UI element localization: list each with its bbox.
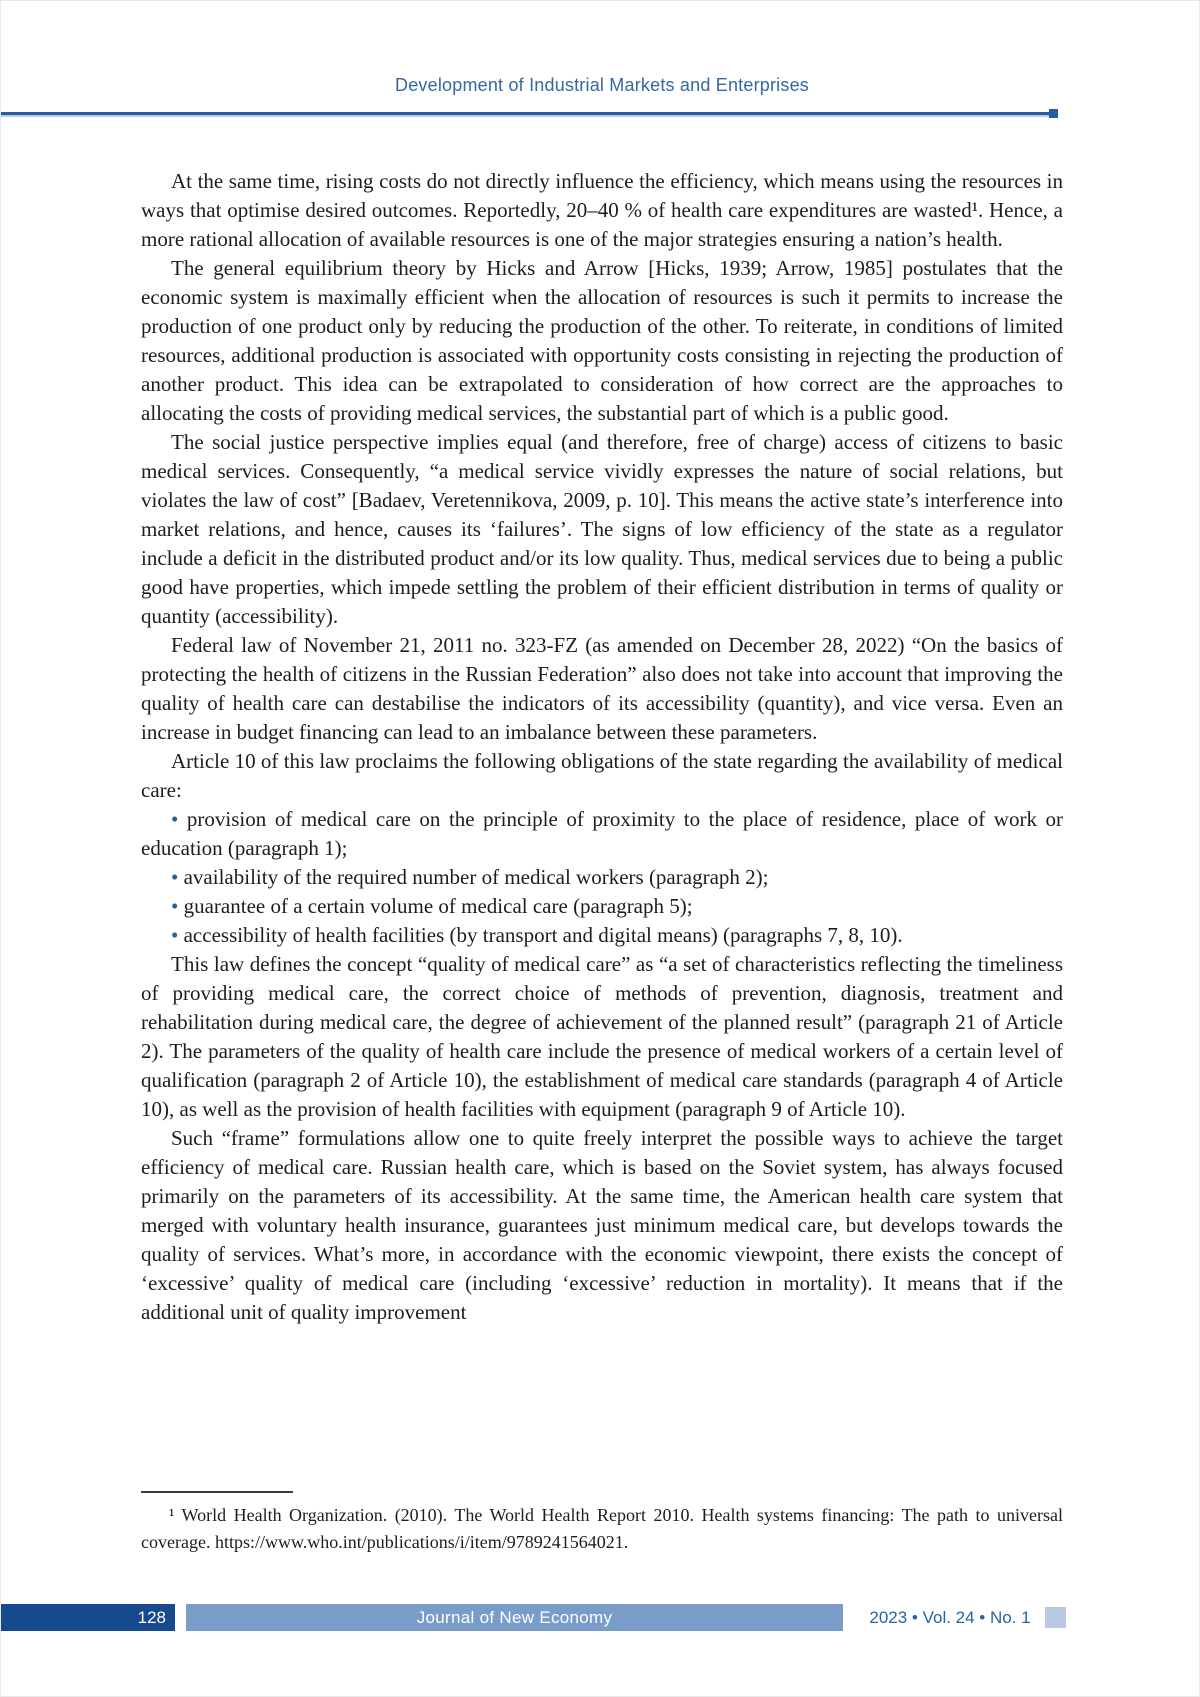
article-body: [141, 167, 1063, 1491]
bullet-dot-icon: •: [171, 923, 184, 947]
paragraph: Such “frame” formulations allow one to quite freely interpret the possible ways to achieve the target efficiency of medical care. Russian health care, which is based on the Soviet system, has always focused primarily on the parameters of its accessibility. At the same time, the American health care system that merged with voluntary health insurance, guarantees just minimum medical care, but develops towards the quality of services. What’s more, in accordance with the economic viewpoint, there exists the concept of ‘excessive’ quality of medical care (including ‘excessive’ reduction in mortality). It means that if the additional unit of quality improvement: [141, 1126, 1063, 1324]
journal-name-bar: [186, 1604, 843, 1631]
header-rule-end-square: [1049, 109, 1058, 118]
paragraph: Article 10 of this law proclaims the following obligations of the state regarding the availability of medical care:: [141, 749, 1063, 802]
issue-info: 2023 • Vol. 24 • No. 1: [869, 1607, 1031, 1627]
page-footer: [1, 1604, 1200, 1631]
footnote-separator-rule: [141, 1491, 293, 1493]
paragraph: The general equilibrium theory by Hicks and Arrow [Hicks, 1939; Arrow, 1985] postulates that the economic system is maximally efficient when the allocation of resources is such it permits to increase the production of one product only by reducing the production of the other. To reiterate, in conditions of limited resources, additional production is associated with opportunity costs consisting in rejecting the production of another product. This idea can be extrapolated to consideration of how correct are the approaches to allocating the costs of providing medical services, the substantial part of which is a public good.: [141, 256, 1063, 425]
paragraph: At the same time, rising costs do not directly influence the efficiency, which means using the resources in ways that optimise desired outcomes. Reportedly, 20–40 % of health care expenditures are wasted¹. Hence, a more rational allocation of available resources is one of the major strategies ensuring a nation’s health.: [141, 169, 1063, 251]
bullet-dot-icon: •: [171, 894, 184, 918]
running-head-title: Development of Industrial Markets and Enterprises: [395, 75, 809, 95]
page-number-badge: [1, 1604, 175, 1631]
bullet-item: • provision of medical care on the principle of proximity to the place of residence, place of work or education (paragraph 1);: [141, 807, 1063, 860]
bullet-dot-icon: •: [171, 807, 187, 831]
footnote-text: ¹ World Health Organization. (2010). The World Health Report 2010. Health systems financing: The path to universal coverage. https://www.who.int/publications/i/item/9789241564021.: [141, 1505, 1063, 1552]
bullet-dot-icon: •: [171, 865, 184, 889]
header-rule: [1, 112, 1055, 115]
journal-name: Journal of New Economy: [416, 1607, 613, 1627]
footer-end-square: [1045, 1607, 1066, 1628]
paragraph: Federal law of November 21, 2011 no. 323-FZ (as amended on December 28, 2022) “On the basics of protecting the health of citizens in the Russian Federation” also does not take into account that improving the quality of health care can destabilise the indicators of its accessibility (quantity), and vice versa. Even an increase in budget financing can lead to an imbalance between these parameters.: [141, 633, 1063, 744]
bullet-item: • availability of the required number of medical workers (paragraph 2);: [171, 865, 769, 889]
bullet-item: • accessibility of health facilities (by transport and digital means) (paragraphs 7, 8, 10).: [171, 923, 903, 947]
page-number: 128: [137, 1607, 166, 1627]
paragraph: The social justice perspective implies equal (and therefore, free of charge) access of citizens to basic medical services. Consequently, “a medical service vividly expresses the nature of social relations, but violates the law of cost” [Badaev, Veretennikova, 2009, p. 10]. This means the active state’s interference into market relations, and hence, causes its ‘failures’. The signs of low efficiency of the state as a regulator include a deficit in the distributed product and/or its low quality. Thus, medical services due to being a public good have properties, which impede settling the problem of their efficient distribution in terms of quality or quantity (accessibility).: [141, 430, 1063, 628]
paragraph: This law defines the concept “quality of medical care” as “a set of characteristics reflecting the timeliness of providing medical care, the correct choice of methods of prevention, diagnosis, treatment and rehabilitation during medical care, the degree of achievement of the planned result” (paragraph 21 of Article 2). The parameters of the quality of health care include the presence of medical workers of a certain level of qualification (paragraph 2 of Article 10), the establishment of medical care standards (paragraph 4 of Article 10), as well as the provision of health facilities with equipment (paragraph 9 of Article 10).: [141, 952, 1063, 1121]
footnote-section: [141, 1491, 1063, 1556]
bullet-item: • guarantee of a certain volume of medical care (paragraph 5);: [171, 894, 693, 918]
